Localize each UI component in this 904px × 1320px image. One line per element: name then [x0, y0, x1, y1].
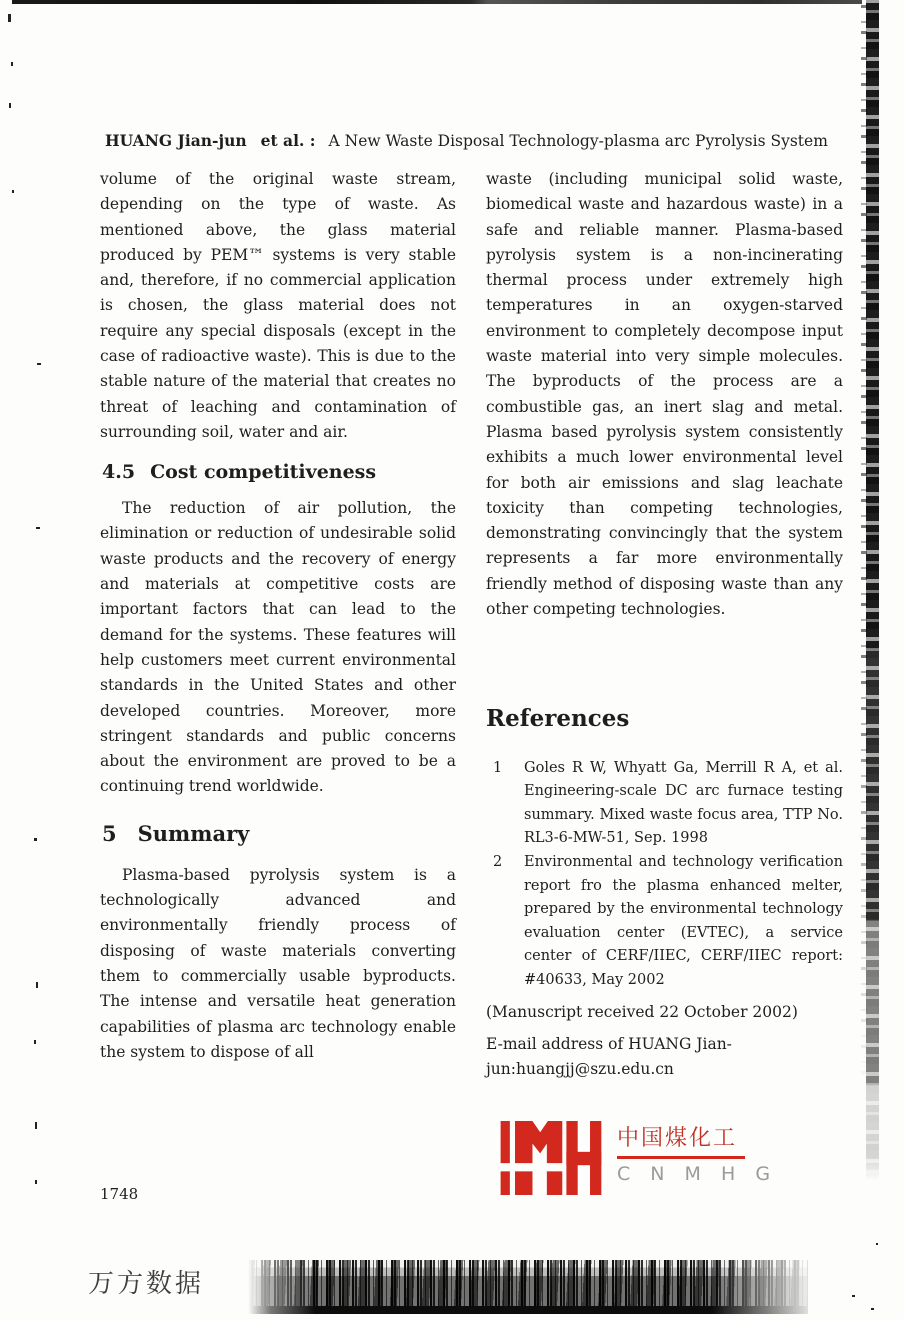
- section-heading-summary: [102, 822, 456, 845]
- section-title: Summary: [137, 820, 250, 846]
- header-authors: HUANG Jian-jun: [105, 131, 247, 150]
- scan-speck: [9, 103, 11, 108]
- paragraph-cost: The reduction of air pollution, the elimination or reduction of undesirable solid waste products and the recovery of energy and materials at competitive costs are important factors that can lead to the demand for the systems. These features will help customers meet current environmental standards in the United States and other developed countries. Moreover, more stringent standards and public concerns about the environment are proved to be a continuing trend worldwide.: [100, 499, 456, 796]
- header-etal: et al. :: [260, 131, 316, 150]
- reference-text: Goles R W, Whyatt Ga, Merrill R A, et al. Engineering-scale DC arc furnace testing summary. Mixed waste focus area, TTP No. RL3-6-MW-51, Sep. 1998: [524, 759, 843, 847]
- scan-artifact-right-band: [866, 0, 879, 1180]
- scan-artifact-top-edge: [12, 0, 862, 4]
- reference-item: [486, 851, 843, 993]
- paragraph-summary: Plasma-based pyrolysis system is a technologically advanced and environmentally friendly process of disposing of waste materials converting them to commercially usable byproducts. The intense and versatile heat generation capabilities of plasma arc technology enable the system to dispose of all: [100, 865, 456, 1061]
- running-header: [105, 131, 828, 150]
- scan-speck: [35, 1180, 37, 1184]
- manuscript-received-note: (Manuscript received 22 October 2002): [486, 1002, 798, 1021]
- paragraph-continuation: waste (including municipal solid waste, biomedical waste and hazardous waste) in a safe and reliable manner. Plasma-based pyrolysis system is a non-incinerating thermal process under extremely high temperatures in an oxygen-starved environment to completely decompose input waste material into very simple molecules. The byproducts of the process are a combustible gas, an inert slag and metal. Plasma based pyrolysis system consistently exhibits a much lower environmental level for both air emissions and slag leachate toxicity than competing technologies, demonstrating convincingly that the system represents a far more environmentally friendly method of disposing waste than any other competing technologies.: [486, 170, 843, 619]
- scan-speck: [36, 527, 40, 529]
- scan-speck: [871, 1308, 874, 1310]
- header-article-title: A New Waste Disposal Technology-plasma arc Pyrolysis System: [328, 132, 828, 150]
- email-address-line: E-mail address of HUANG Jian-jun:huangjj@szu.edu.cn: [486, 1034, 732, 1078]
- references-heading: References: [486, 705, 630, 733]
- page-number: 1748: [100, 1185, 139, 1203]
- scan-speck: [34, 838, 37, 841]
- right-column: [486, 167, 843, 1082]
- mh-monogram-icon: [500, 1121, 604, 1195]
- wanfang-data-watermark: 万方数据: [88, 1269, 205, 1299]
- scan-speck: [35, 1122, 37, 1129]
- scan-speck: [37, 363, 41, 365]
- scan-artifact-right-fringe: [861, 0, 867, 1100]
- reference-number: 1: [493, 759, 503, 776]
- scan-speck: [876, 1243, 878, 1245]
- logo-text-block: [617, 1121, 778, 1185]
- reference-text: Environmental and technology verification report fro the plasma enhanced melter, prepared by the environmental technology evaluation center (EVTEC), a service center of CERF/IIEC, CERF/IIEC report: #40633, May 2002: [524, 854, 843, 988]
- reference-number: 2: [493, 854, 503, 871]
- section-number: 5: [102, 820, 117, 846]
- scan-speck: [12, 190, 14, 193]
- section-number: 4.5: [102, 461, 136, 484]
- section-title: Cost competitiveness: [150, 461, 377, 484]
- scan-speck: [8, 14, 11, 22]
- scan-speck: [852, 1295, 855, 1297]
- cnmhg-logo: [500, 1121, 778, 1195]
- scan-artifact-bottom-noise: [248, 1260, 808, 1314]
- section-heading-cost-competitiveness: [102, 462, 456, 483]
- reference-item: [486, 757, 843, 851]
- left-column: [100, 167, 456, 1065]
- logo-cjk-name: 中国煤化工: [617, 1126, 738, 1151]
- scan-speck: [36, 982, 38, 988]
- paragraph-continuation: volume of the original waste stream, depending on the type of waste. As mentioned above, the glass material produced by PEM™ systems is very stable and, therefore, if no commercial application is chosen, the glass material does not require any special disposals (except in the case of radioactive waste). This is due to the stable nature of the material that creates no threat of leaching and contamination of surrounding soil, water and air.: [100, 170, 456, 441]
- logo-latin-name: C N M H G: [617, 1163, 778, 1185]
- scan-speck: [34, 1040, 36, 1044]
- scan-speck: [11, 62, 13, 66]
- logo-divider-rule: [617, 1156, 745, 1159]
